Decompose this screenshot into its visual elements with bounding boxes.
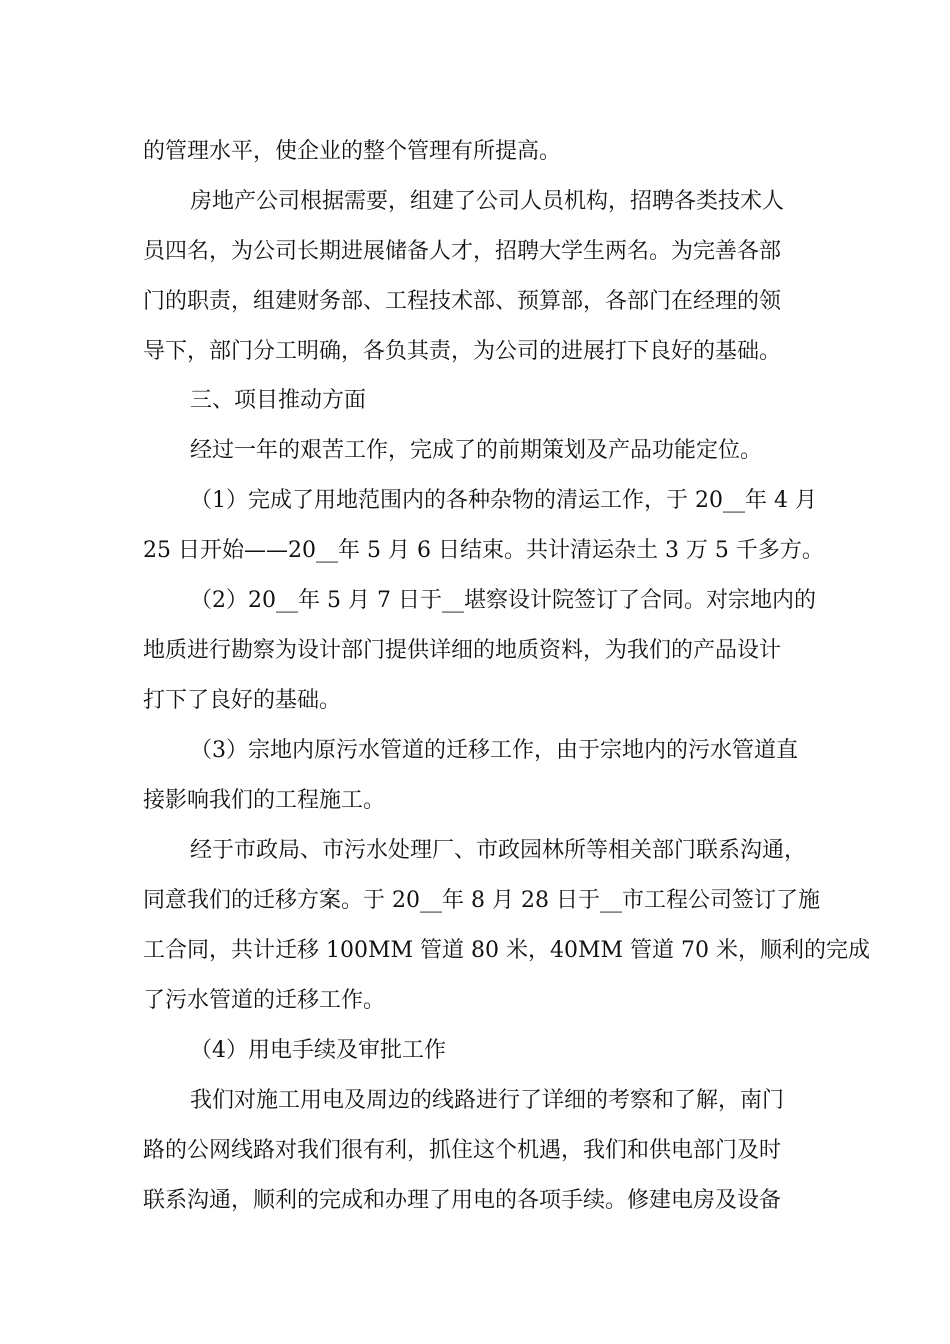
list-item-1: （1）完成了用地范围内的各种杂物的清运工作，于 20__年 4 月 [190,488,817,513]
text-line: 的管理水平，使企业的整个管理有所提高。 [143,139,562,164]
text-line: 工合同，共计迁移 100MM 管道 80 米，40MM 管道 70 米，顺利的完成 [143,938,871,963]
list-item-3: （3）宗地内原污水管道的迁移工作，由于宗地内的污水管道直 [190,738,798,763]
text-line: 联系沟通，顺利的完成和办理了用电的各项手续。修建电房及设备 [143,1188,782,1213]
text-line: 门的职责，组建财务部、工程技术部、预算部，各部门在经理的领 [143,289,782,314]
text-line: 房地产公司根据需要，组建了公司人员机构，招聘各类技术人 [190,189,785,214]
text-line: 地质进行勘察为设计部门提供详细的地质资料，为我们的产品设计 [143,638,782,663]
text-line: 了污水管道的迁移工作。 [143,988,386,1013]
list-item-2: （2）20__年 5 月 7 日于__堪察设计院签订了合同。对宗地内的 [190,588,816,613]
list-item-4: （4）用电手续及审批工作 [190,1038,446,1063]
text-line: 导下，部门分工明确，各负其责，为公司的进展打下良好的基础。 [143,339,782,364]
text-line: 打下了良好的基础。 [143,688,342,713]
section-heading: 三、项目推动方面 [190,388,367,413]
text-line: 25 日开始——20__年 5 月 6 日结束。共计清运杂土 3 万 5 千多方。 [143,538,824,563]
text-line: 同意我们的迁移方案。于 20__年 8 月 28 日于__市工程公司签订了施 [143,888,820,913]
text-line: 我们对施工用电及周边的线路进行了详细的考察和了解，南门 [190,1088,785,1113]
text-line: 路的公网线路对我们很有利，抓住这个机遇，我们和供电部门及时 [143,1138,782,1163]
text-line: 经过一年的艰苦工作，完成了的前期策划及产品功能定位。 [190,438,763,463]
text-line: 接影响我们的工程施工。 [143,788,386,813]
text-line: 经于市政局、市污水处理厂、市政园林所等相关部门联系沟通， [190,838,807,863]
text-line: 员四名，为公司长期进展储备人才，招聘大学生两名。为完善各部 [143,239,782,264]
